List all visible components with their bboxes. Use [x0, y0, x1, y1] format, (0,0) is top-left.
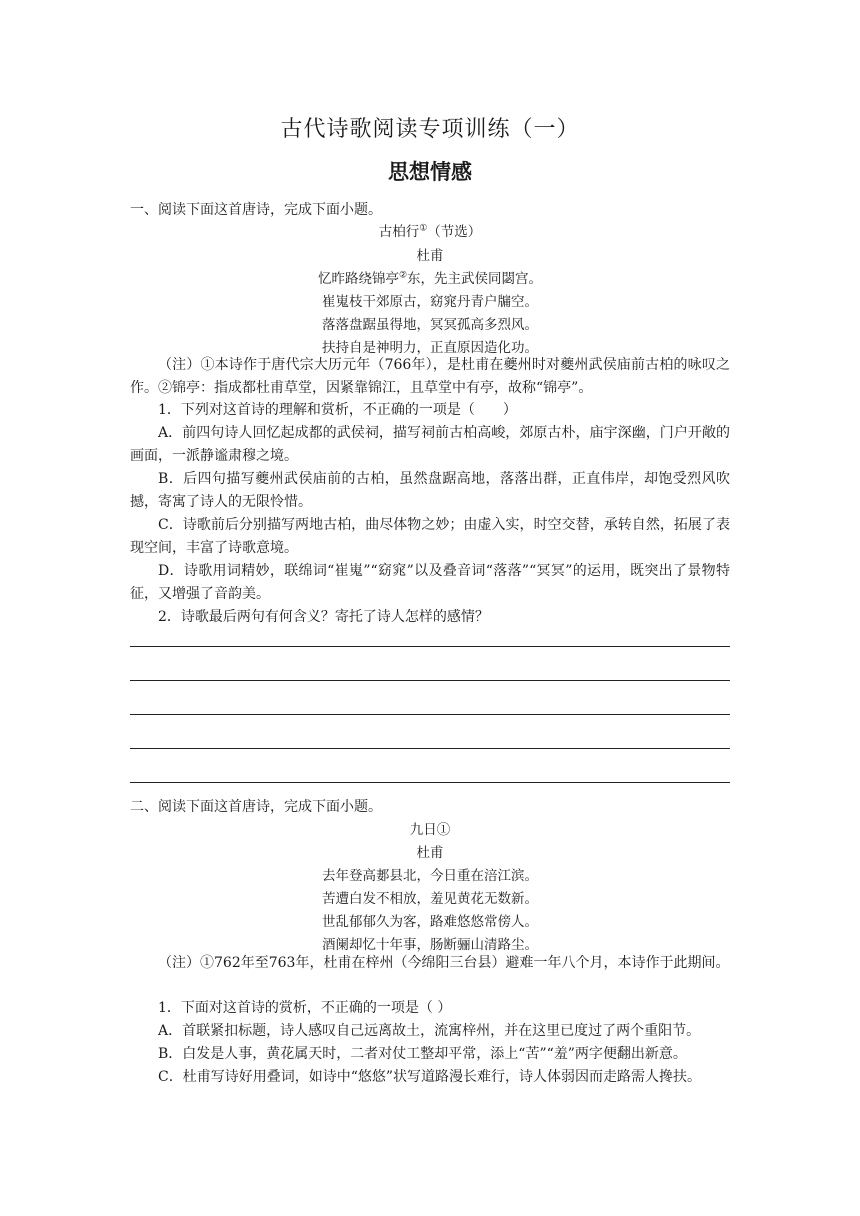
answer-line [130, 782, 730, 783]
poem-line-text: 东，先主武侯同閟宫。 [407, 271, 543, 287]
section2-note: （注）①762年至763年，杜甫在梓州（今绵阳三台县）避难一年八个月，本诗作于此期间。 [158, 955, 730, 971]
answer-line [130, 646, 730, 647]
section2-poem-line: 去年登高郪县北，今日重在涪江滨。 [322, 868, 538, 884]
answer-line [130, 748, 730, 749]
section2-poem-line: 世乱郁郁久为客，路难悠悠常傍人。 [322, 914, 538, 930]
section2-poem-author: 杜甫 [416, 845, 444, 861]
section2-option-a: A．首联紧扣标题，诗人感叹自己远离故土，流寓梓州，并在这里已度过了两个重阳节。 [158, 1023, 701, 1039]
section1-option-c: C．诗歌前后分别描写两地古柏，曲尽体物之妙；由虚入实，时空交替，承转自然，拓展了表现空间，丰富了诗歌意境。 [130, 517, 730, 556]
section1-option-d: D．诗歌用词精妙，联绵词“崔嵬”“窈窕”以及叠音词“落落”“冥冥”的运用，既突出了景物特征，又增强了音韵美。 [130, 563, 730, 602]
answer-line [130, 680, 730, 681]
section1-option-a: A．前四句诗人回忆起成都的武侯祠，描写祠前古柏高峻，郊原古朴，庙宇深幽，门户开敞的画面，一派静谧肃穆之境。 [130, 425, 730, 464]
answer-line [130, 714, 730, 715]
section1-heading: 一、阅读下面这首唐诗，完成下面小题。 [130, 202, 382, 218]
page-title: 古代诗歌阅读专项训练（一） [280, 117, 580, 142]
section2-poem-line: 酒阑却忆十年事，肠断骊山清路尘。 [322, 937, 538, 953]
section1-poem-line [0, 267, 860, 287]
section2-option-c: C．杜甫写诗好用叠词，如诗中“悠悠”状写道路漫长难行，诗人体弱因而走路需人搀扶。 [158, 1069, 702, 1085]
section1-option-b: B．后四句描写夔州武侯庙前的古柏，虽然盘踞高地，落落出群，正直伟岸，却饱受烈风吹撼，寄寓了诗人的无限怜惜。 [130, 471, 730, 510]
poem-title-text: 古柏行 [378, 224, 420, 240]
section1-question-1: 1．下列对这首诗的理解和赏析，不正确的一项是（ ） [158, 402, 517, 418]
section2-poem-title: 九日① [409, 822, 451, 838]
page-subtitle: 思想情感 [388, 160, 472, 184]
section2-poem-line: 苦遭白发不相放，羞见黄花无数新。 [322, 891, 538, 907]
section1-note: （注）①本诗作于唐代宗大历元年（766年），是杜甫在夔州时对夔州武侯庙前古柏的咏叹之作。②锦亭：指成都杜甫草堂，因紧靠锦江，且草堂中有亭，故称“锦亭”。 [130, 357, 730, 396]
section1-poem-title [0, 220, 860, 240]
section1-question-2: 2．诗歌最后两句有何含义？寄托了诗人怎样的感情？ [158, 609, 489, 625]
poem-title-suffix: （节选） [427, 224, 482, 240]
poem-line-text: 忆昨路绕锦亭 [317, 271, 399, 287]
section1-poem-line: 崔嵬枝干郊原古，窈窕丹青户牖空。 [322, 294, 538, 310]
section1-poem-line: 扶持自是神明力，正直原因造化功。 [322, 340, 538, 356]
section2-option-b: B．白发是人事，黄花属天时，二者对仗工整却平常，添上“苦”“羞”两字便翻出新意。 [158, 1046, 687, 1062]
section1-poem-line: 落落盘踞虽得地，冥冥孤高多烈风。 [322, 317, 538, 333]
poem-title-footnote-mark: ① [419, 223, 428, 234]
section2-question-1: 1．下面对这首诗的赏析，不正确的一项是（ ） [158, 1000, 452, 1016]
section1-poem-author: 杜甫 [416, 248, 444, 264]
poem-footnote-mark: ② [398, 270, 408, 281]
section2-heading: 二、阅读下面这首唐诗，完成下面小题。 [130, 799, 382, 815]
